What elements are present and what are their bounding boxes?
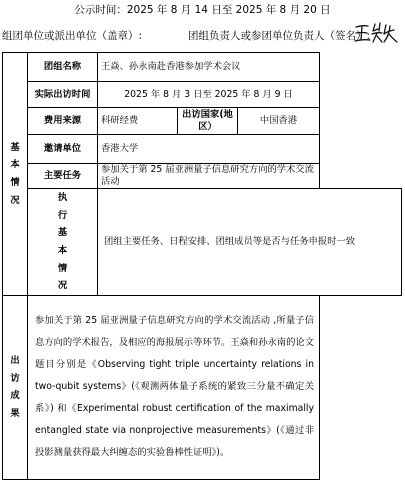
publicity-time: 公示时间：2025 年 8 月 14 日至 2025 年 8 月 20 日	[74, 4, 331, 16]
visit-time-value: 2025 年 8 月 3 日至 2025 年 8 月 9 日	[98, 82, 320, 108]
funding-label: 费用来源	[28, 108, 98, 135]
handwritten-signature	[353, 20, 399, 46]
destination-label: 出访国家(地区）	[178, 108, 238, 135]
group-name-value: 王焱、孙永南赴香港参加学术会议	[98, 53, 320, 82]
task-label: 主要任务	[28, 164, 98, 189]
report-form	[2, 52, 402, 480]
results-text: 参加关于第 25 届亚洲量子信息研究方向的学术交流活动 ,所量子信息方向的学术报告，及相应的海报展示等环节。王焱和孙永南的论文题目分别是《Observing tight triple uncertainty relations in two-qubit systems》(《观测两体量子系统的紧致三分量不确定关系》) 和《Experimental robust certification of the maximally entangled state via nonprojective measurements》(《通过非投影测量获得最大纠缠态的实验鲁棒性证明》)。	[35, 315, 314, 459]
inviter-label: 邀请单位	[28, 135, 98, 164]
execution-section-label: 执行基本情况	[28, 189, 98, 296]
results-cell	[28, 295, 320, 479]
task-value: 参加关于第 25 届亚洲量子信息研究方向的学术交流活动	[98, 164, 320, 189]
inviter-value: 香港大学	[98, 135, 320, 164]
leader-signature-label: 团组负责人或参团单位负责人（签名）:	[188, 30, 371, 42]
funding-value: 科研经费	[98, 108, 178, 135]
visit-time-label: 实际出访时间	[28, 82, 98, 108]
unit-seal-label: 组团单位或派出单位（盖章）:	[2, 30, 143, 42]
results-section-label: 出访成果	[3, 295, 28, 479]
basic-info-section-label: 基本情况	[3, 53, 28, 296]
group-name-label: 团组名称	[28, 53, 98, 82]
execution-text: 团组主要任务、日程安排、团组成员等是否与任务申报时一致	[98, 189, 402, 296]
destination-value: 中国香港	[238, 108, 320, 135]
